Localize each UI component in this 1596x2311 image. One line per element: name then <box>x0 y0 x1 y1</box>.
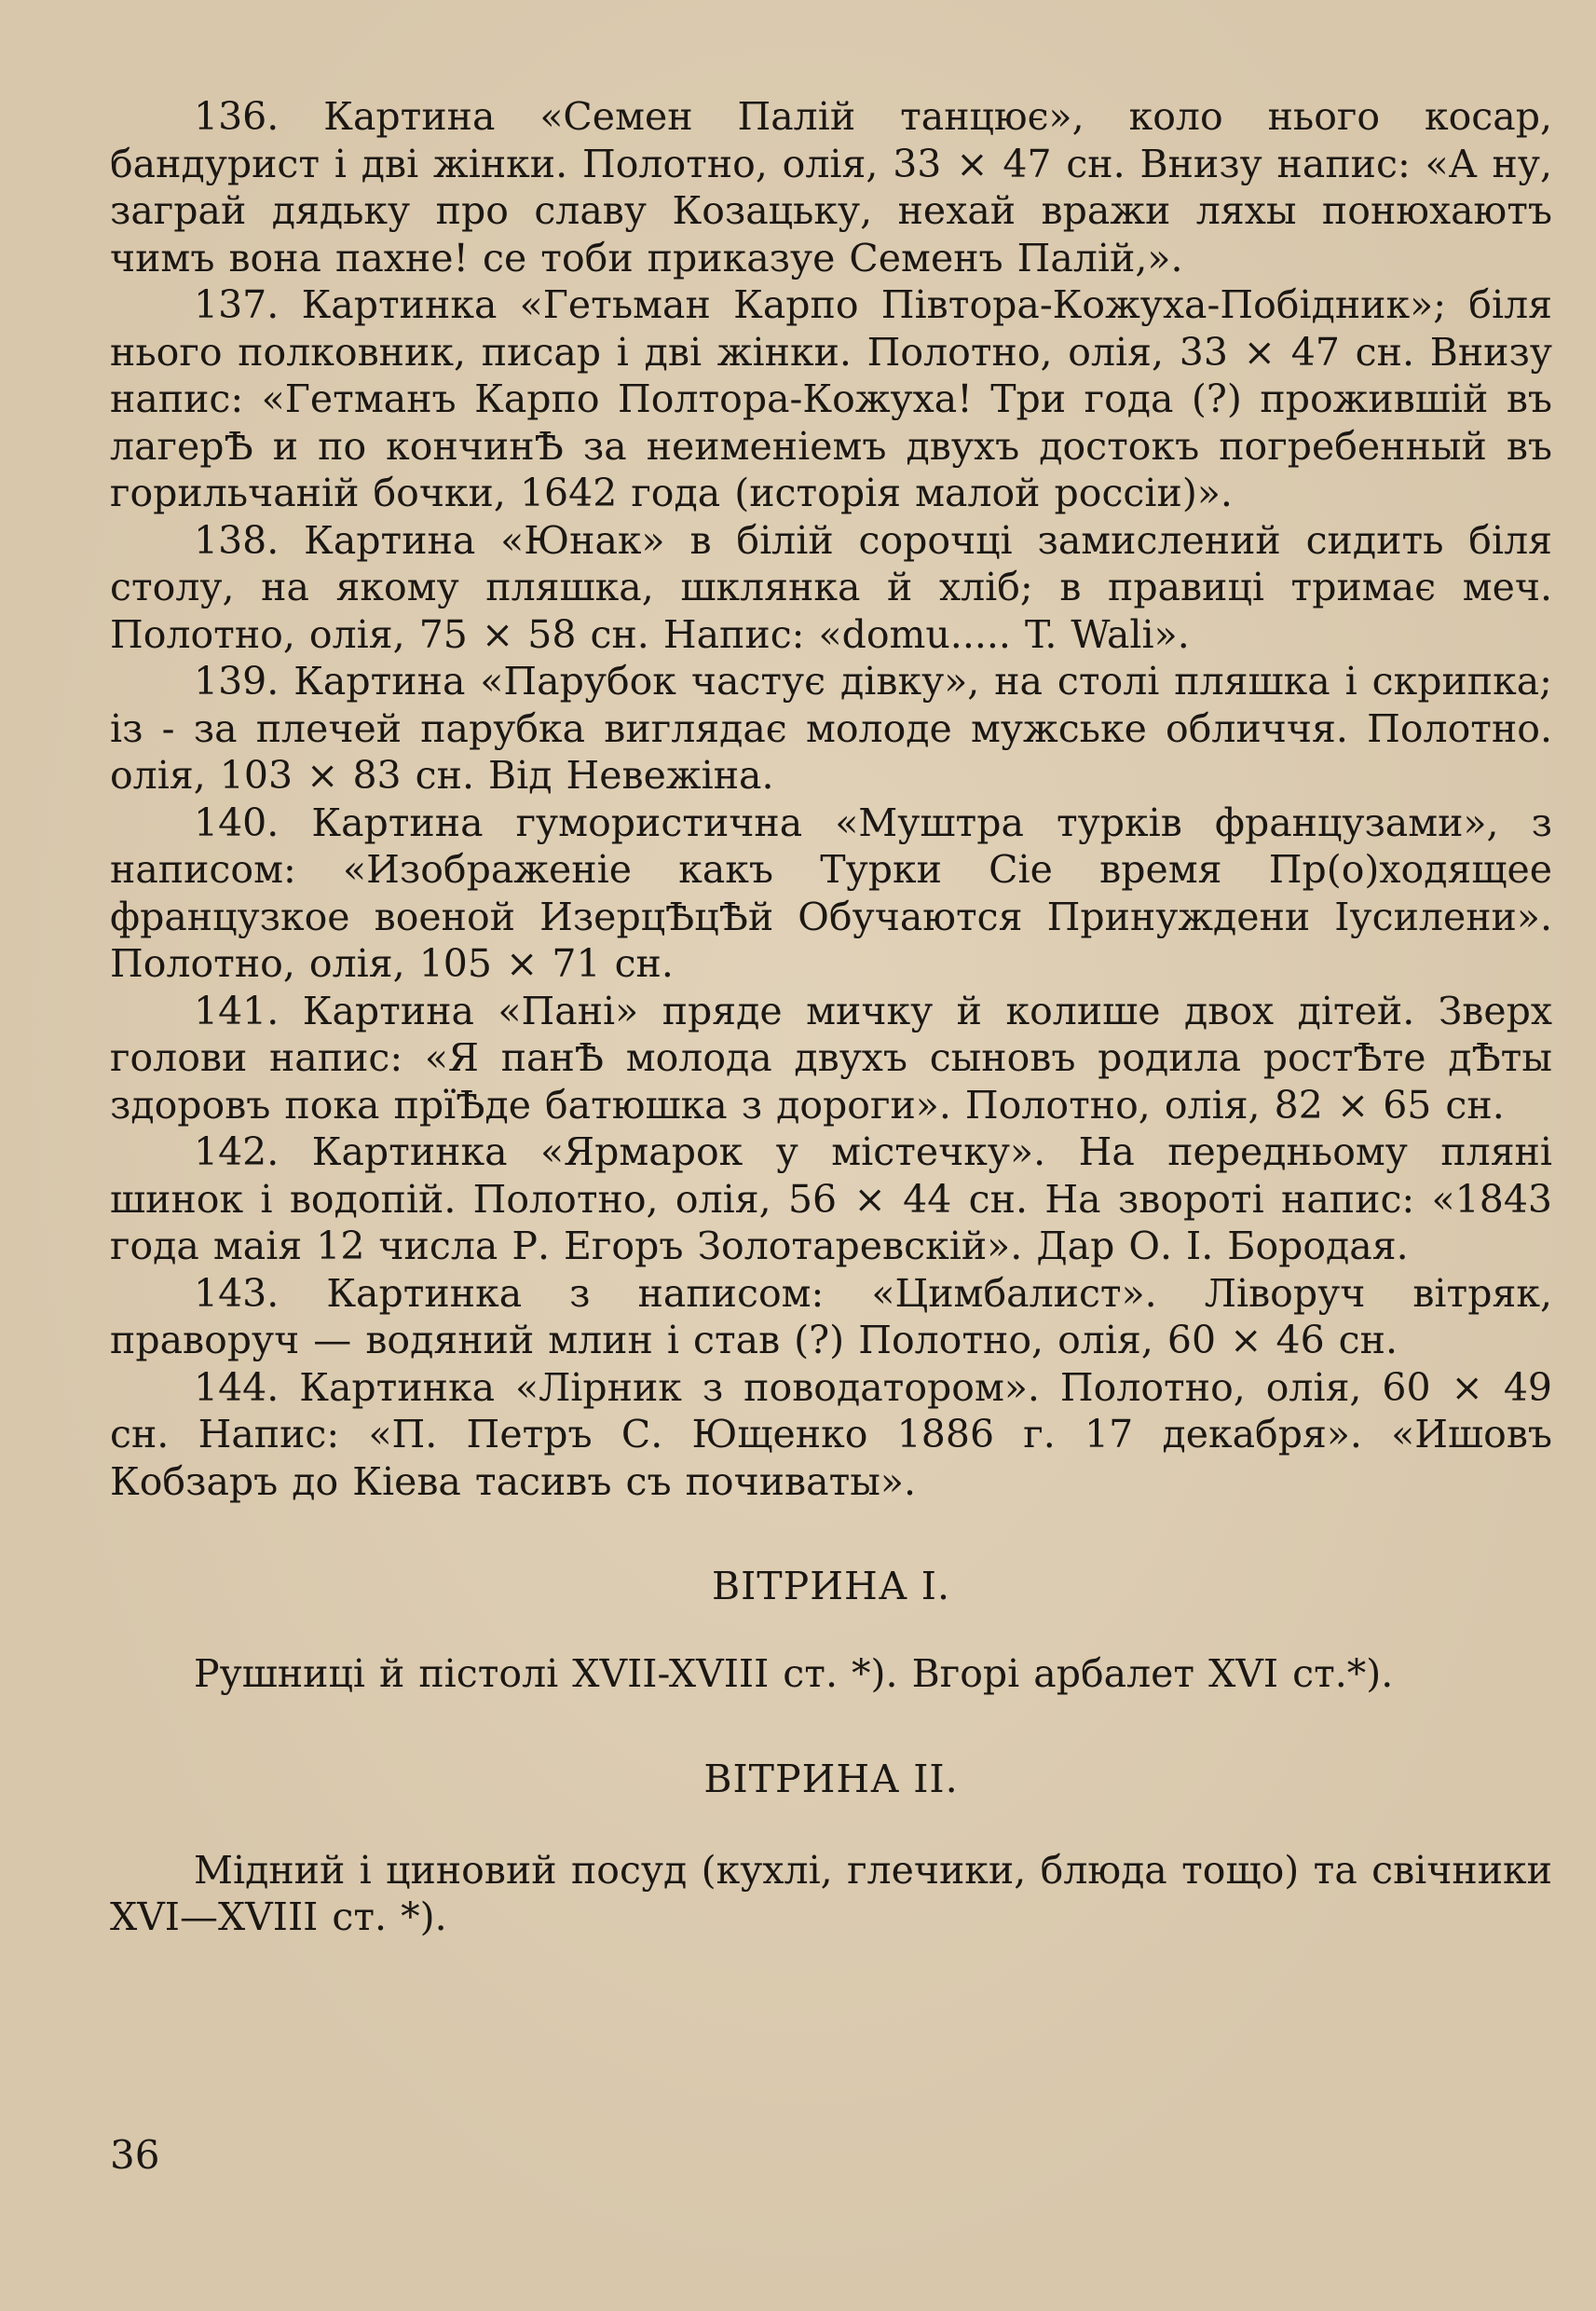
vitrina-1-description: Рушниці й пістолі XVII-XVIII ст. *). Вгорі арбалет XVI ст.*). <box>194 1651 1394 1696</box>
catalog-entry-137: 137. Картинка «Гетьман Карпо Півтора-Кожуха-Побідник»; біля нього полковник, писар і дві жінки. Полотно, олія, 33 × 47 сн. Внизу напис: «Гетманъ Карпо Полтора-Кожуха! Три года (?) прожившій въ лагерѢ и по кончинѢ за неименіемъ двухъ достокъ погребенный въ горильчаній бочки, 1642 года (исторія малой россіи)». <box>110 282 1552 515</box>
page-number: 36 <box>110 2132 160 2178</box>
catalog-entry-142: 142. Картинка «Ярмарок у містечку». На передньому пляні шинок і водопій. Полотно, олія, 56 × 44 сн. На звороті напис: «1843 года маія 12 числа Р. Егоръ Золотаревскій». Дар О. І. Бородая. <box>110 1129 1552 1268</box>
catalog-entry-136: 136. Картина «Семен Палій танцює», коло нього косар, бандурист і дві жінки. Полотно, олія, 33 × 47 сн. Внизу напис: «А ну, заграй дядьку про славу Козацьку, нехай вражи ляхы понюхаютъ чимъ вона пахне! се тоби приказуе Семенъ Палій,». <box>110 94 1552 280</box>
vitrina-2-description: Мідний і циновий посуд (кухлі, глечики, блюда тощо) та свічники XVI—XVIII ст. *). <box>110 1847 1552 1939</box>
catalog-entry-138: 138. Картина «Юнак» в білій сорочці замислений сидить біля столу, на якому пляшка, шклянка й хліб; в правиці тримає меч. Полотно, олія, 75 × 58 сн. Напис: «domu..... T. Wali». <box>110 517 1552 657</box>
catalog-entry-140: 140. Картина гумористична «Муштра турків французами», з написом: «Изображеніе какъ Турки Сіе время Пр(о)ходящее французкое военой ИзерцѢцѢй Обучаются Принуждени Іусилени». Полотно, олія, 105 × 71 сн. <box>110 800 1552 986</box>
vitrina-1-heading: ВІТРИНА І. <box>711 1564 951 1608</box>
catalog-entry-143: 143. Картинка з написом: «Цимбалист». Ліворуч вітряк, праворуч — водяний млин і став (?) Полотно, олія, 60 × 46 сн. <box>110 1270 1552 1362</box>
catalog-text <box>110 93 1552 1941</box>
catalog-entry-141: 141. Картина «Пані» пряде мичку й колише двох дітей. Зверх голови напис: «Я панѢ молода двухъ сыновъ родила ростѢте дѢты здоровъ пока прїѢде батюшка з дороги». Полотно, олія, 82 × 65 сн. <box>110 988 1552 1128</box>
catalog-entry-144: 144. Картинка «Лірник з поводатором». Полотно, олія, 60 × 49 сн. Напис: «П. Петръ С. Ющенко 1886 г. 17 декабря». «Ишовъ Кобзаръ до Кіева тасивъ съ почиваты». <box>110 1364 1552 1504</box>
catalog-entry-139: 139. Картина «Парубок частує дівку», на столі пляшка і скрипка; із - за плечей парубка виглядає молоде мужське обличчя. Полотно. олія, 103 × 83 сн. Від Невежіна. <box>110 659 1552 798</box>
vitrina-2-heading: ВІТРИНА ІІ. <box>703 1756 959 1801</box>
